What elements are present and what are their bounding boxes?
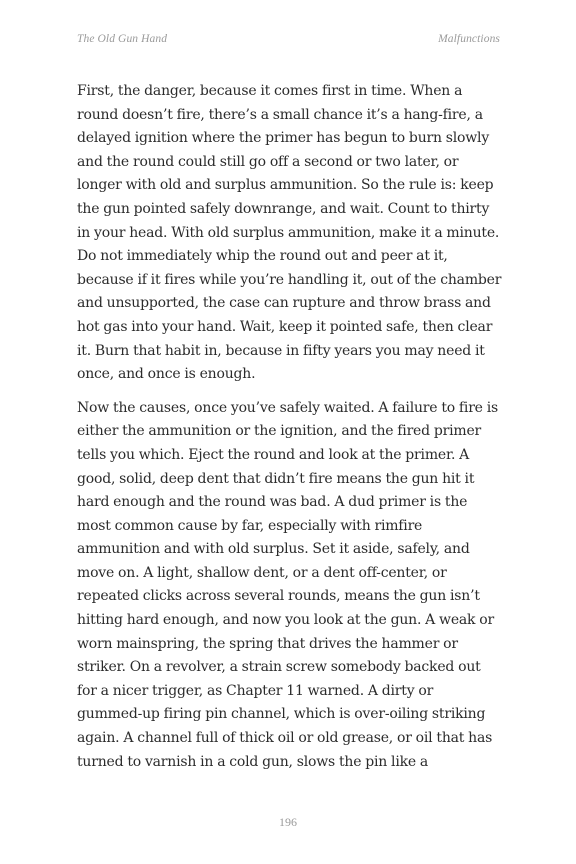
chapter-title: Malfunctions [438,33,500,45]
paragraph: Now the causes, once you’ve safely waited. A failure to fire is either the ammunition or the ignition, and the fired primer tells you which. Eject the round and look at the primer. A good, solid, deep dent that didn’t fire means the gun hit it hard enough and the round was bad. A dud primer is the most common cause by far, especially with rimfire ammunition and with old surplus. Set it aside, safely, and move on. A light, shallow dent, or a dent off-center, or repeated clicks across several rounds, means the gun isn’t hitting hard enough, and now you look at the gun. A weak or worn mainspring, the spring that drives the hammer or striker. On a revolver, a strain screw somebody backed out for a nicer trigger, as Chapter 11 warned. A dirty or gummed-up firing pin channel, which is over-oiling striking again. A channel full of thick oil or old grease, or oil that has turned to varnish in a cold gun, slows the pin like a [77,399,498,770]
body-text [77,80,502,784]
paragraph: First, the danger, because it comes first in time. When a round doesn’t fire, there’s a small chance it’s a hang-fire, a delayed ignition where the primer has begun to burn slowly and the round could still go off a second or two later, or longer with old and surplus ammunition. So the rule is: keep the gun pointed safely downrange, and wait. Count to thirty in your head. With old surplus ammunition, make it a minute. Do not immediately whip the round out and peer at it, because if it fires while you’re handling it, out of the chamber and unsupported, the case can rupture and throw brass and hot gas into your hand. Wait, keep it pointed safe, then clear it. Burn that habit in, because in fifty years you may need it once, and once is enough. [77,83,502,383]
page-number: 196 [279,815,297,829]
running-head [77,33,500,45]
book-title: The Old Gun Hand [77,33,168,45]
